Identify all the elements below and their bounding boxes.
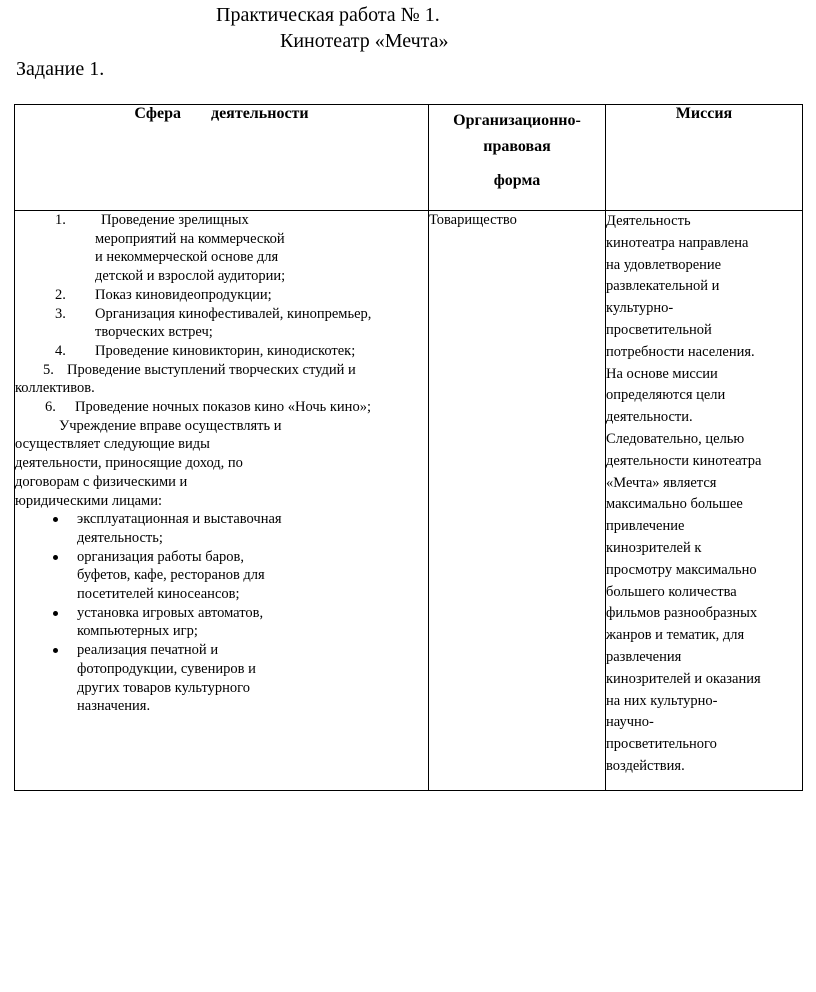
- title-line-2: Кинотеатр «Мечта»: [280, 30, 449, 52]
- mission-line: просмотру максимально: [606, 561, 757, 578]
- list-item: [15, 398, 428, 417]
- list-item: [15, 286, 428, 305]
- income-paragraph: [15, 417, 428, 511]
- item-number: 6.: [45, 399, 56, 416]
- header-legal-form-line1: Организационно-: [453, 112, 581, 129]
- bullet-line: компьютерных игр;: [77, 623, 198, 640]
- header-mission: Миссия: [606, 105, 803, 211]
- mission-line: развлекательной и: [606, 278, 720, 295]
- item-line: Проведение киновикторин, кинодискотек;: [95, 342, 356, 359]
- table-header-row: [15, 105, 803, 211]
- item-line: Организация кинофестивалей, кинопремьер,: [95, 305, 372, 322]
- item-number: 5.: [43, 361, 54, 378]
- bullet-line: посетителей киносеансов;: [77, 586, 240, 603]
- mission-line: на них культурно-: [606, 692, 718, 709]
- mission-line: научно-: [606, 714, 654, 731]
- legal-form-cell: Товарищество: [429, 211, 606, 791]
- mission-line: привлечение: [606, 518, 685, 535]
- bullet-item: [15, 510, 428, 547]
- task-label: Задание 1.: [16, 58, 105, 80]
- header-activity-sphere-part2: деятельности: [210, 105, 309, 122]
- item-line: Проведение ночных показов кино «Ночь кино»;: [75, 399, 371, 416]
- mission-line: кинозрителей к: [606, 539, 702, 556]
- bullet-line: организация работы баров,: [77, 548, 244, 565]
- item-line: Проведение зрелищных: [101, 212, 249, 228]
- bullet-line: деятельность;: [77, 529, 163, 546]
- header-legal-form-line2: правовая: [483, 138, 551, 155]
- item-line: мероприятий на коммерческой: [95, 230, 285, 247]
- bullet-line: эксплуатационная и выставочная: [77, 511, 282, 528]
- mission-line: потребности населения.: [606, 343, 755, 360]
- activity-cell: [15, 211, 429, 791]
- mission-line: кинозрителей и оказания: [606, 670, 761, 687]
- item-line: и некоммерческой основе для: [95, 249, 279, 266]
- table-body-row: [15, 211, 803, 791]
- mission-line: максимально большее: [606, 496, 743, 513]
- bullet-item: [15, 641, 428, 716]
- mission-cell: [606, 211, 803, 791]
- mission-line: деятельности кинотеатра: [606, 452, 762, 469]
- mission-line: воздействия.: [606, 757, 685, 774]
- bullet-line: фотопродукции, сувениров и: [77, 660, 256, 677]
- paragraph-line: юридическими лицами:: [15, 492, 163, 509]
- mission-line: На основе миссии: [606, 365, 718, 382]
- bullet-line: установка игровых автоматов,: [77, 604, 264, 621]
- mission-line: просветительной: [606, 321, 712, 338]
- bullet-item: [15, 548, 428, 604]
- mission-line: определяются цели: [606, 387, 726, 404]
- item-number: 1.: [55, 212, 66, 228]
- bullet-line: реализация печатной и: [77, 642, 219, 659]
- item-line: творческих встреч;: [95, 324, 213, 341]
- title-line-1: Практическая работа № 1.: [216, 4, 440, 26]
- list-item: [15, 361, 428, 398]
- bullet-line: буфетов, кафе, ресторанов для: [77, 567, 265, 584]
- header-legal-form: [429, 105, 606, 211]
- mission-line: развлечения: [606, 648, 682, 665]
- bullet-icon: [53, 517, 58, 522]
- header-activity-sphere: [15, 105, 429, 211]
- bullet-icon: [53, 555, 58, 560]
- item-number: 3.: [55, 305, 66, 322]
- bullet-line: назначения.: [77, 698, 151, 715]
- item-line: Проведение выступлений творческих студий и: [67, 361, 356, 378]
- mission-line: «Мечта» является: [606, 474, 717, 491]
- mission-line: большего количества: [606, 583, 737, 600]
- list-item: [15, 305, 428, 342]
- item-line: детской и взрослой аудитории;: [95, 268, 286, 285]
- list-item: [15, 342, 428, 361]
- header-activity-sphere-part1: Сфера: [134, 105, 181, 122]
- mission-line: жанров и тематик, для: [606, 627, 745, 644]
- mission-line: Деятельность: [606, 213, 691, 229]
- mission-line: кинотеатра направлена: [606, 234, 749, 251]
- mission-line: Следовательно, целью: [606, 430, 745, 447]
- list-item: [15, 211, 428, 286]
- paragraph-line: Учреждение вправе осуществлять и: [59, 417, 282, 434]
- mission-line: на удовлетворение: [606, 256, 722, 273]
- item-number: 4.: [55, 342, 66, 359]
- item-line: Показ киновидеопродукции;: [95, 286, 272, 303]
- activity-table: [14, 104, 803, 791]
- item-number: 2.: [55, 286, 66, 303]
- bullet-icon: [53, 648, 58, 653]
- mission-line: деятельности.: [606, 409, 693, 426]
- item-line: коллективов.: [15, 380, 95, 397]
- bullet-item: [15, 604, 428, 641]
- mission-line: фильмов разнообразных: [606, 605, 758, 622]
- mission-line: просветительного: [606, 736, 717, 753]
- bullet-icon: [53, 611, 58, 616]
- bullet-line: других товаров культурного: [77, 679, 250, 696]
- paragraph-line: договорам с физическими и: [15, 473, 188, 490]
- mission-line: культурно-: [606, 300, 674, 317]
- paragraph-line: осуществляет следующие виды: [15, 436, 210, 453]
- paragraph-line: деятельности, приносящие доход, по: [15, 455, 243, 472]
- header-legal-form-line3: форма: [493, 172, 541, 189]
